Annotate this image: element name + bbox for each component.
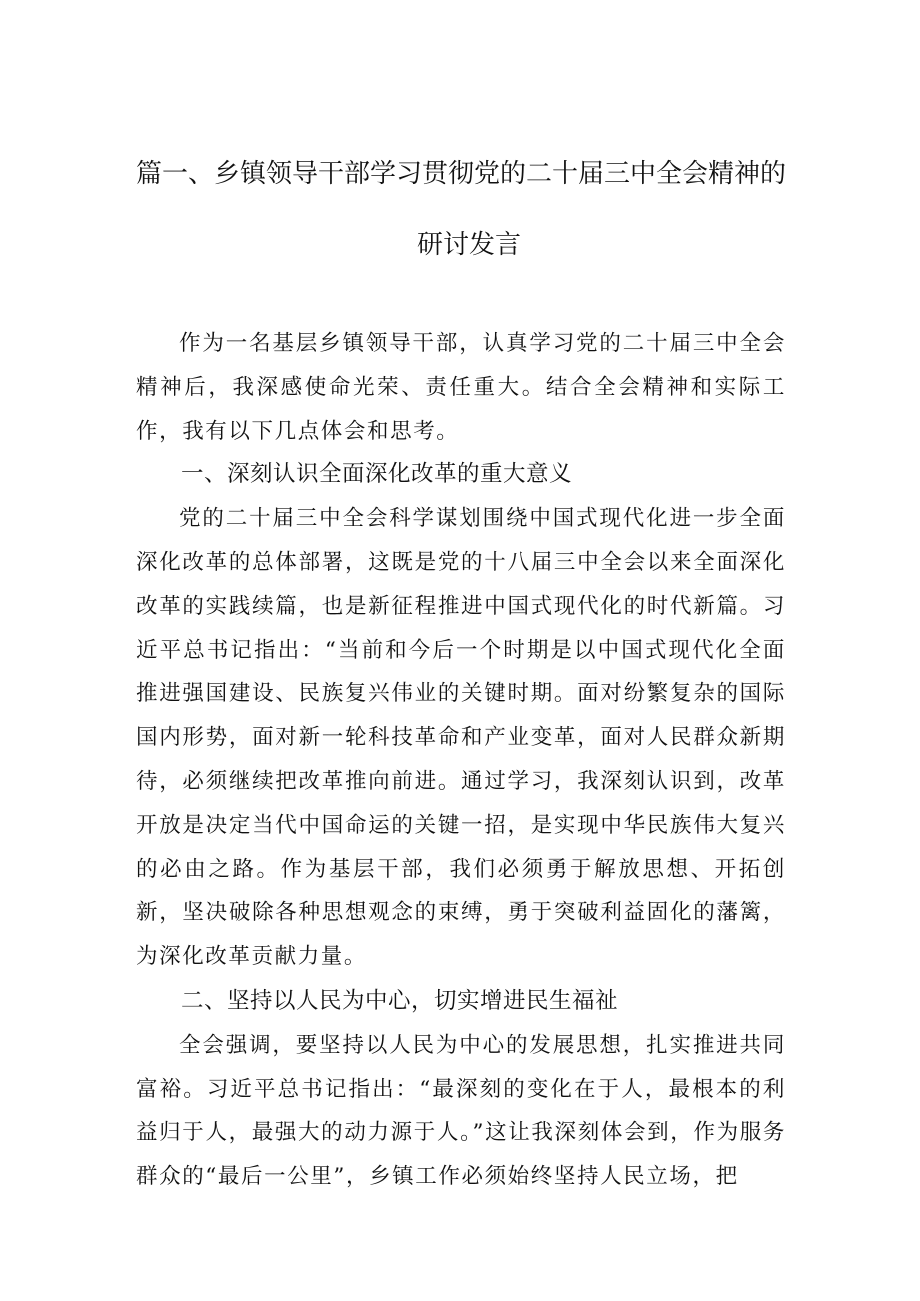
section-paragraph-1: 党的二十届三中全会科学谋划围绕中国式现代化进一步全面深化改革的总体部署，这既是党的十八届三中全会以来全面深化改革的实践续篇，也是新征程推进中国式现代化的时代新篇。习近平总书记指出：“当前和今后一个时期是以中国式现代化全面推进强国建设、民族复兴伟业的关键时期。面对纷繁复杂的国际国内形势，面对新一轮科技革命和产业变革，面对人民群众新期待，必须继续把改革推向前进。通过学习，我深刻认识到，改革开放是决定当代中国命运的关键一招，是实现中华民族伟大复兴的必由之路。作为基层干部，我们必须勇于解放思想、开拓创新，坚决破除各种思想观念的束缚，勇于突破利益固化的藩篱，为深化改革贡献力量。 (136, 506, 786, 970)
intro-paragraph: 作为一名基层乡镇领导干部，认真学习党的二十届三中全会精神后，我深感使命光荣、责任重大。结合全会精神和实际工作，我有以下几点体会和思考。 (136, 331, 786, 444)
document-title-line2: 研讨发言 (417, 230, 522, 260)
section-heading-1: 一、深刻认识全面深化改革的重大意义 (181, 461, 573, 488)
section-heading-2: 二、坚持以人民为中心，切实增进民生福祉 (181, 987, 619, 1014)
document-title-line1: 篇一、乡镇领导干部学习贯彻党的二十届三中全会精神的 (136, 159, 787, 189)
section-paragraph-2: 全会强调，要坚持以人民为中心的发展思想，扎实推进共同富裕。习近平总书记指出：“最深刻的变化在于人，最根本的利益归于人，最强大的动力源于人。”这让我深刻体会到，作为服务群众的“最后一公里”，乡镇工作必须始终坚持人民立场，把 (136, 1032, 786, 1190)
document-body (136, 322, 786, 1199)
